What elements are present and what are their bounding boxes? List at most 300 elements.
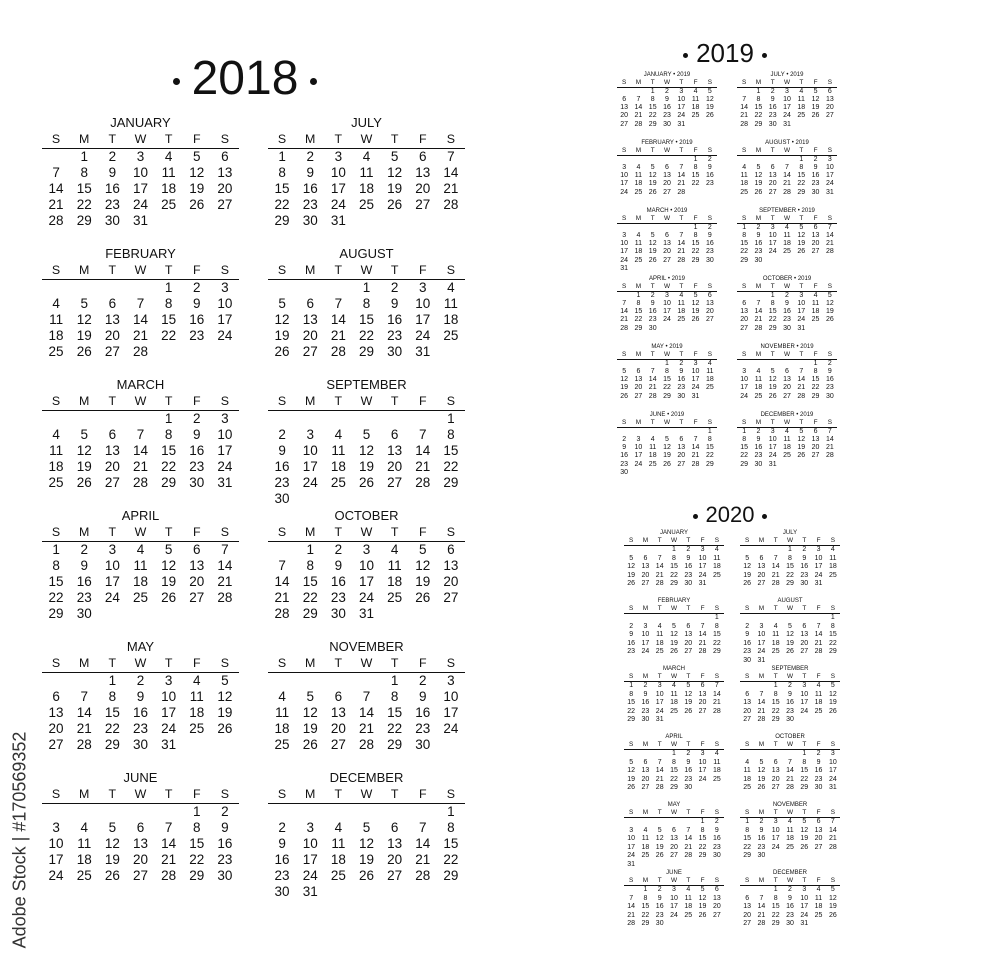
day-cell: 18 (358, 181, 374, 196)
empty-cell (183, 213, 211, 229)
day-cell: 12 (358, 443, 374, 458)
empty-cell (660, 156, 674, 164)
day-cell: 13 (641, 563, 650, 571)
empty-cell (155, 344, 183, 360)
weekday-label: W (360, 394, 373, 408)
month-2018-2 (42, 247, 239, 360)
week-row (740, 784, 840, 793)
day-cell: 23 (768, 112, 777, 120)
empty-cell (183, 737, 211, 753)
day-cell: 25 (814, 707, 823, 715)
day-cell: 23 (104, 197, 120, 212)
month-2019-3 (617, 208, 717, 273)
empty-cell (751, 156, 765, 164)
day-cell: 1 (745, 818, 750, 825)
day-cell: 31 (800, 920, 809, 928)
day-cell: 19 (415, 574, 431, 589)
empty-cell (754, 614, 768, 623)
day-cell: 16 (768, 104, 777, 112)
day-cell: 27 (217, 197, 233, 212)
day-cell: 15 (76, 181, 92, 196)
day-cell: 15 (754, 104, 763, 112)
day-cell: 20 (634, 384, 643, 392)
day-cell: 15 (670, 563, 678, 571)
weekday-label: W (783, 147, 791, 154)
day-cell: 16 (274, 459, 290, 474)
day-cell: 21 (48, 197, 64, 212)
day-cell: 27 (712, 911, 721, 919)
week-row (740, 699, 840, 708)
empty-cell (70, 804, 98, 820)
weekday-label: W (670, 877, 678, 884)
day-cell: 5 (799, 223, 804, 231)
week-row (737, 428, 837, 436)
day-cell: 11 (656, 631, 664, 639)
empty-cell (826, 657, 840, 666)
weekday-label: S (827, 419, 832, 426)
day-cell: 29 (670, 580, 678, 588)
day-cell: 17 (691, 376, 700, 384)
empty-cell (211, 737, 239, 753)
empty-cell (653, 818, 667, 827)
day-cell: 7 (827, 223, 832, 231)
day-cell: 2 (756, 223, 761, 231)
day-cell: 18 (48, 328, 64, 343)
day-cell: 18 (330, 459, 346, 474)
day-cell: 11 (811, 299, 820, 307)
day-cell: 27 (620, 120, 629, 128)
week-row (268, 721, 465, 737)
day-cell: 7 (756, 299, 761, 307)
month-2018-4 (42, 509, 239, 622)
day-cell: 27 (104, 475, 120, 490)
month-name: SEPTEMBER (326, 377, 407, 392)
weekday-label: S (830, 673, 835, 680)
day-cell: 19 (797, 444, 806, 452)
empty-cell (667, 614, 681, 623)
weekday-label: W (134, 656, 147, 670)
day-cell: 3 (830, 750, 835, 757)
day-cell: 29 (641, 920, 650, 928)
weekday-label: T (679, 215, 684, 222)
year-title-2018 (150, 52, 340, 105)
day-cell: 5 (306, 689, 314, 704)
week-row (268, 606, 465, 622)
day-cell: 1 (164, 280, 173, 295)
day-cell: 4 (80, 820, 88, 835)
day-cell: 4 (447, 280, 455, 295)
week-row (617, 248, 717, 256)
week-row (737, 96, 837, 104)
weekday-label: W (134, 132, 147, 146)
day-cell: 8 (672, 758, 676, 766)
weekday-label: T (390, 263, 399, 277)
week-row (42, 475, 239, 491)
day-cell: 17 (415, 312, 431, 327)
day-cell: 7 (650, 367, 655, 375)
day-cell: 29 (740, 256, 749, 264)
empty-cell (740, 682, 754, 691)
weekday-label: T (773, 877, 778, 884)
weekday-label: W (134, 263, 147, 277)
weekday-label: S (51, 525, 61, 539)
day-cell: 26 (358, 868, 374, 883)
day-cell: 4 (799, 87, 804, 95)
day-cell: 27 (415, 197, 431, 212)
day-cell: 12 (620, 376, 629, 384)
empty-cell (823, 257, 837, 265)
empty-cell (740, 546, 754, 555)
weekday-label: F (813, 283, 818, 290)
weekday-label: W (786, 673, 794, 680)
empty-cell (667, 818, 681, 827)
day-cell: 22 (76, 197, 92, 212)
day-cell: 12 (828, 690, 837, 698)
day-cell: 25 (648, 460, 657, 468)
day-cell: 22 (387, 721, 403, 736)
day-cell: 14 (48, 181, 64, 196)
day-cell: 17 (800, 903, 809, 911)
month-2019-10 (737, 276, 837, 333)
day-cell: 26 (825, 316, 834, 324)
day-cell: 24 (757, 648, 766, 656)
weekday-label: T (164, 525, 173, 539)
empty-cell (703, 393, 717, 401)
empty-cell (183, 344, 211, 360)
day-cell: 14 (684, 835, 693, 843)
weekday-label: S (220, 656, 230, 670)
day-cell: 29 (786, 580, 794, 588)
month-2019-12 (737, 412, 837, 469)
empty-cell (688, 325, 702, 333)
day-cell: 20 (189, 574, 205, 589)
empty-cell (688, 265, 702, 273)
day-cell: 14 (757, 903, 766, 911)
day-cell: 17 (217, 312, 233, 327)
day-cell: 28 (655, 580, 664, 588)
day-cell: 11 (772, 631, 780, 639)
day-cell: 18 (743, 775, 752, 783)
day-cell: 28 (825, 248, 834, 256)
day-cell: 19 (217, 705, 233, 720)
empty-cell (324, 491, 352, 507)
empty-cell (660, 428, 674, 436)
weekday-label: T (799, 79, 804, 86)
day-cell: 7 (362, 689, 371, 704)
day-cell: 8 (756, 95, 761, 103)
day-cell: 23 (825, 384, 834, 392)
week-row (624, 827, 724, 836)
day-cell: 17 (620, 248, 629, 256)
empty-cell (826, 852, 840, 861)
week-row (740, 708, 840, 717)
week-row (740, 572, 840, 581)
day-cell: 17 (677, 104, 686, 112)
weekday-label: T (390, 525, 399, 539)
empty-cell (710, 920, 724, 929)
weekday-label: M (305, 132, 316, 146)
day-cell: 13 (663, 172, 671, 180)
day-cell: 13 (387, 443, 403, 458)
day-cell: 3 (136, 149, 145, 164)
day-cell: 25 (783, 248, 791, 256)
week-row (617, 180, 717, 188)
day-cell: 29 (740, 460, 749, 468)
day-cell: 3 (700, 546, 705, 553)
day-cell: 21 (825, 444, 834, 452)
day-cell: 16 (274, 852, 290, 867)
week-row (624, 555, 724, 564)
day-cell: 23 (274, 868, 290, 883)
month-name: MAY • 2019 (651, 344, 683, 350)
day-cell: 7 (657, 758, 662, 766)
week-row (740, 818, 840, 827)
day-cell: 24 (825, 180, 834, 188)
day-cell: 4 (164, 149, 173, 164)
weekday-label: T (657, 605, 662, 612)
day-cell: 15 (797, 172, 806, 180)
month-name: DECEMBER (772, 870, 807, 876)
empty-cell (688, 469, 702, 477)
weekday-label: W (786, 537, 794, 544)
empty-cell (42, 149, 70, 165)
day-cell: 19 (698, 903, 707, 911)
weekday-label: M (642, 537, 649, 544)
week-row (268, 149, 465, 165)
week-row (42, 852, 239, 868)
week-row (737, 248, 837, 256)
day-cell: 19 (828, 903, 837, 911)
day-cell: 1 (636, 291, 641, 299)
weekday-label: T (334, 132, 343, 146)
day-cell: 18 (76, 852, 92, 867)
weekday-header (624, 673, 724, 682)
day-cell: 2 (770, 87, 775, 95)
day-cell: 5 (788, 622, 792, 630)
day-cell: 19 (620, 384, 629, 392)
bullet-dot-icon (173, 78, 180, 85)
month-2020-7 (740, 530, 840, 589)
day-cell: 31 (825, 188, 834, 196)
day-cell: 24 (740, 392, 749, 400)
day-cell: 6 (785, 367, 789, 375)
day-cell: 20 (783, 384, 791, 392)
weekday-label: F (192, 263, 201, 277)
day-cell: 13 (811, 231, 820, 239)
empty-cell (695, 716, 709, 725)
day-cell: 15 (104, 705, 120, 720)
day-cell: 18 (705, 376, 714, 384)
empty-cell (381, 884, 409, 900)
day-cell: 17 (783, 104, 791, 112)
day-cell: 26 (189, 197, 205, 212)
week-row (737, 452, 837, 460)
week-row (617, 428, 717, 436)
day-cell: 14 (828, 826, 837, 834)
day-cell: 30 (811, 188, 820, 196)
weekday-header (740, 673, 840, 682)
day-cell: 1 (447, 804, 455, 819)
empty-cell (780, 156, 794, 164)
day-cell: 21 (76, 721, 92, 736)
empty-cell (826, 920, 840, 929)
day-cell: 15 (771, 699, 780, 707)
empty-cell (155, 213, 183, 229)
week-row (42, 868, 239, 884)
empty-cell (155, 804, 183, 820)
week-row (268, 804, 465, 820)
week-row (42, 836, 239, 852)
weekday-label: S (744, 877, 750, 884)
day-cell: 4 (193, 673, 201, 688)
month-2019-4 (617, 276, 717, 333)
day-cell: 15 (800, 767, 809, 775)
day-cell: 10 (828, 758, 837, 766)
day-cell: 25 (740, 188, 749, 196)
day-cell: 22 (691, 180, 700, 188)
day-cell: 10 (814, 554, 823, 562)
day-cell: 29 (828, 648, 837, 656)
weekday-label: S (446, 787, 456, 801)
weekday-label: M (758, 605, 765, 612)
day-cell: 2 (756, 427, 761, 435)
day-cell: 5 (80, 296, 88, 311)
empty-cell (638, 614, 652, 623)
weekday-label: T (773, 809, 778, 816)
day-cell: 17 (132, 181, 148, 196)
day-cell: 17 (655, 699, 664, 707)
day-cell: 17 (828, 767, 837, 775)
weekday-label: T (657, 673, 662, 680)
month-name: JULY (351, 115, 382, 130)
week-row (737, 224, 837, 232)
day-cell: 5 (830, 886, 835, 893)
day-cell: 9 (193, 296, 201, 311)
week-row (268, 443, 465, 459)
empty-cell (780, 360, 794, 368)
weekday-label: F (813, 147, 818, 154)
day-cell: 20 (811, 240, 820, 248)
day-cell: 10 (217, 427, 233, 442)
month-name: AUGUST (339, 246, 394, 261)
day-cell: 27 (132, 868, 148, 883)
day-cell: 11 (634, 172, 643, 180)
year-number: 2019 (696, 38, 754, 68)
week-row (737, 292, 837, 300)
week-row (740, 614, 840, 623)
day-cell: 29 (443, 868, 459, 883)
day-cell: 8 (650, 95, 655, 103)
day-cell: 28 (217, 590, 233, 605)
day-cell: 16 (712, 835, 721, 843)
day-cell: 21 (132, 459, 148, 474)
empty-cell (780, 461, 794, 469)
day-cell: 3 (700, 750, 705, 757)
day-cell: 26 (705, 112, 714, 120)
day-cell: 3 (629, 826, 634, 834)
day-cell: 28 (620, 324, 629, 332)
empty-cell (769, 614, 783, 623)
day-cell: 22 (104, 721, 120, 736)
weekday-label: M (635, 215, 642, 222)
day-cell: 19 (302, 721, 318, 736)
weekday-label: W (670, 673, 678, 680)
empty-cell (296, 804, 324, 820)
weekday-label: F (418, 525, 427, 539)
empty-cell (769, 852, 783, 861)
empty-cell (667, 716, 681, 725)
day-cell: 10 (132, 165, 148, 180)
day-cell: 9 (665, 95, 669, 103)
week-row (624, 691, 724, 700)
day-cell: 1 (693, 155, 698, 163)
day-cell: 26 (358, 475, 374, 490)
empty-cell (70, 411, 98, 427)
day-cell: 20 (443, 574, 459, 589)
day-cell: 18 (684, 903, 693, 911)
week-row (617, 292, 717, 300)
empty-cell (631, 88, 645, 96)
day-cell: 31 (677, 120, 686, 128)
empty-cell (783, 750, 797, 759)
day-cell: 1 (799, 155, 804, 163)
day-cell: 7 (799, 367, 804, 375)
day-cell: 27 (771, 784, 780, 792)
day-cell: 9 (136, 689, 145, 704)
day-cell: 17 (797, 308, 806, 316)
weekday-label: T (679, 351, 684, 358)
weekday-label: F (816, 809, 821, 816)
day-cell: 11 (670, 690, 678, 698)
day-cell: 26 (104, 868, 120, 883)
week-row (624, 767, 724, 776)
day-cell: 7 (714, 682, 719, 689)
weekday-label: S (621, 147, 627, 154)
weekday-header (737, 147, 837, 156)
day-cell: 28 (814, 648, 823, 656)
day-cell: 28 (828, 843, 837, 851)
day-cell: 11 (49, 443, 64, 458)
day-cell: 23 (811, 180, 820, 188)
day-cell: 26 (670, 648, 678, 656)
day-cell: 10 (443, 689, 459, 704)
weekday-label: S (277, 394, 287, 408)
day-cell: 14 (132, 312, 148, 327)
day-cell: 6 (745, 690, 750, 698)
day-cell: 10 (302, 443, 318, 458)
month-name: MAY (667, 802, 681, 808)
day-cell: 21 (677, 248, 686, 256)
day-cell: 12 (76, 312, 92, 327)
weekday-label: M (305, 787, 316, 801)
day-cell: 4 (788, 818, 792, 825)
day-cell: 18 (641, 843, 650, 851)
day-cell: 6 (672, 826, 676, 834)
empty-cell (826, 580, 840, 589)
empty-cell (617, 428, 631, 436)
month-name: JUNE (666, 870, 682, 876)
day-cell: 24 (641, 648, 650, 656)
day-cell: 30 (684, 784, 693, 792)
day-cell: 22 (800, 775, 809, 783)
weekday-label: S (277, 263, 287, 277)
day-cell: 1 (108, 673, 117, 688)
weekday-header (740, 877, 840, 886)
day-cell: 4 (686, 886, 691, 893)
empty-cell (797, 657, 811, 666)
day-cell: 11 (634, 240, 643, 248)
day-cell: 18 (655, 639, 664, 647)
